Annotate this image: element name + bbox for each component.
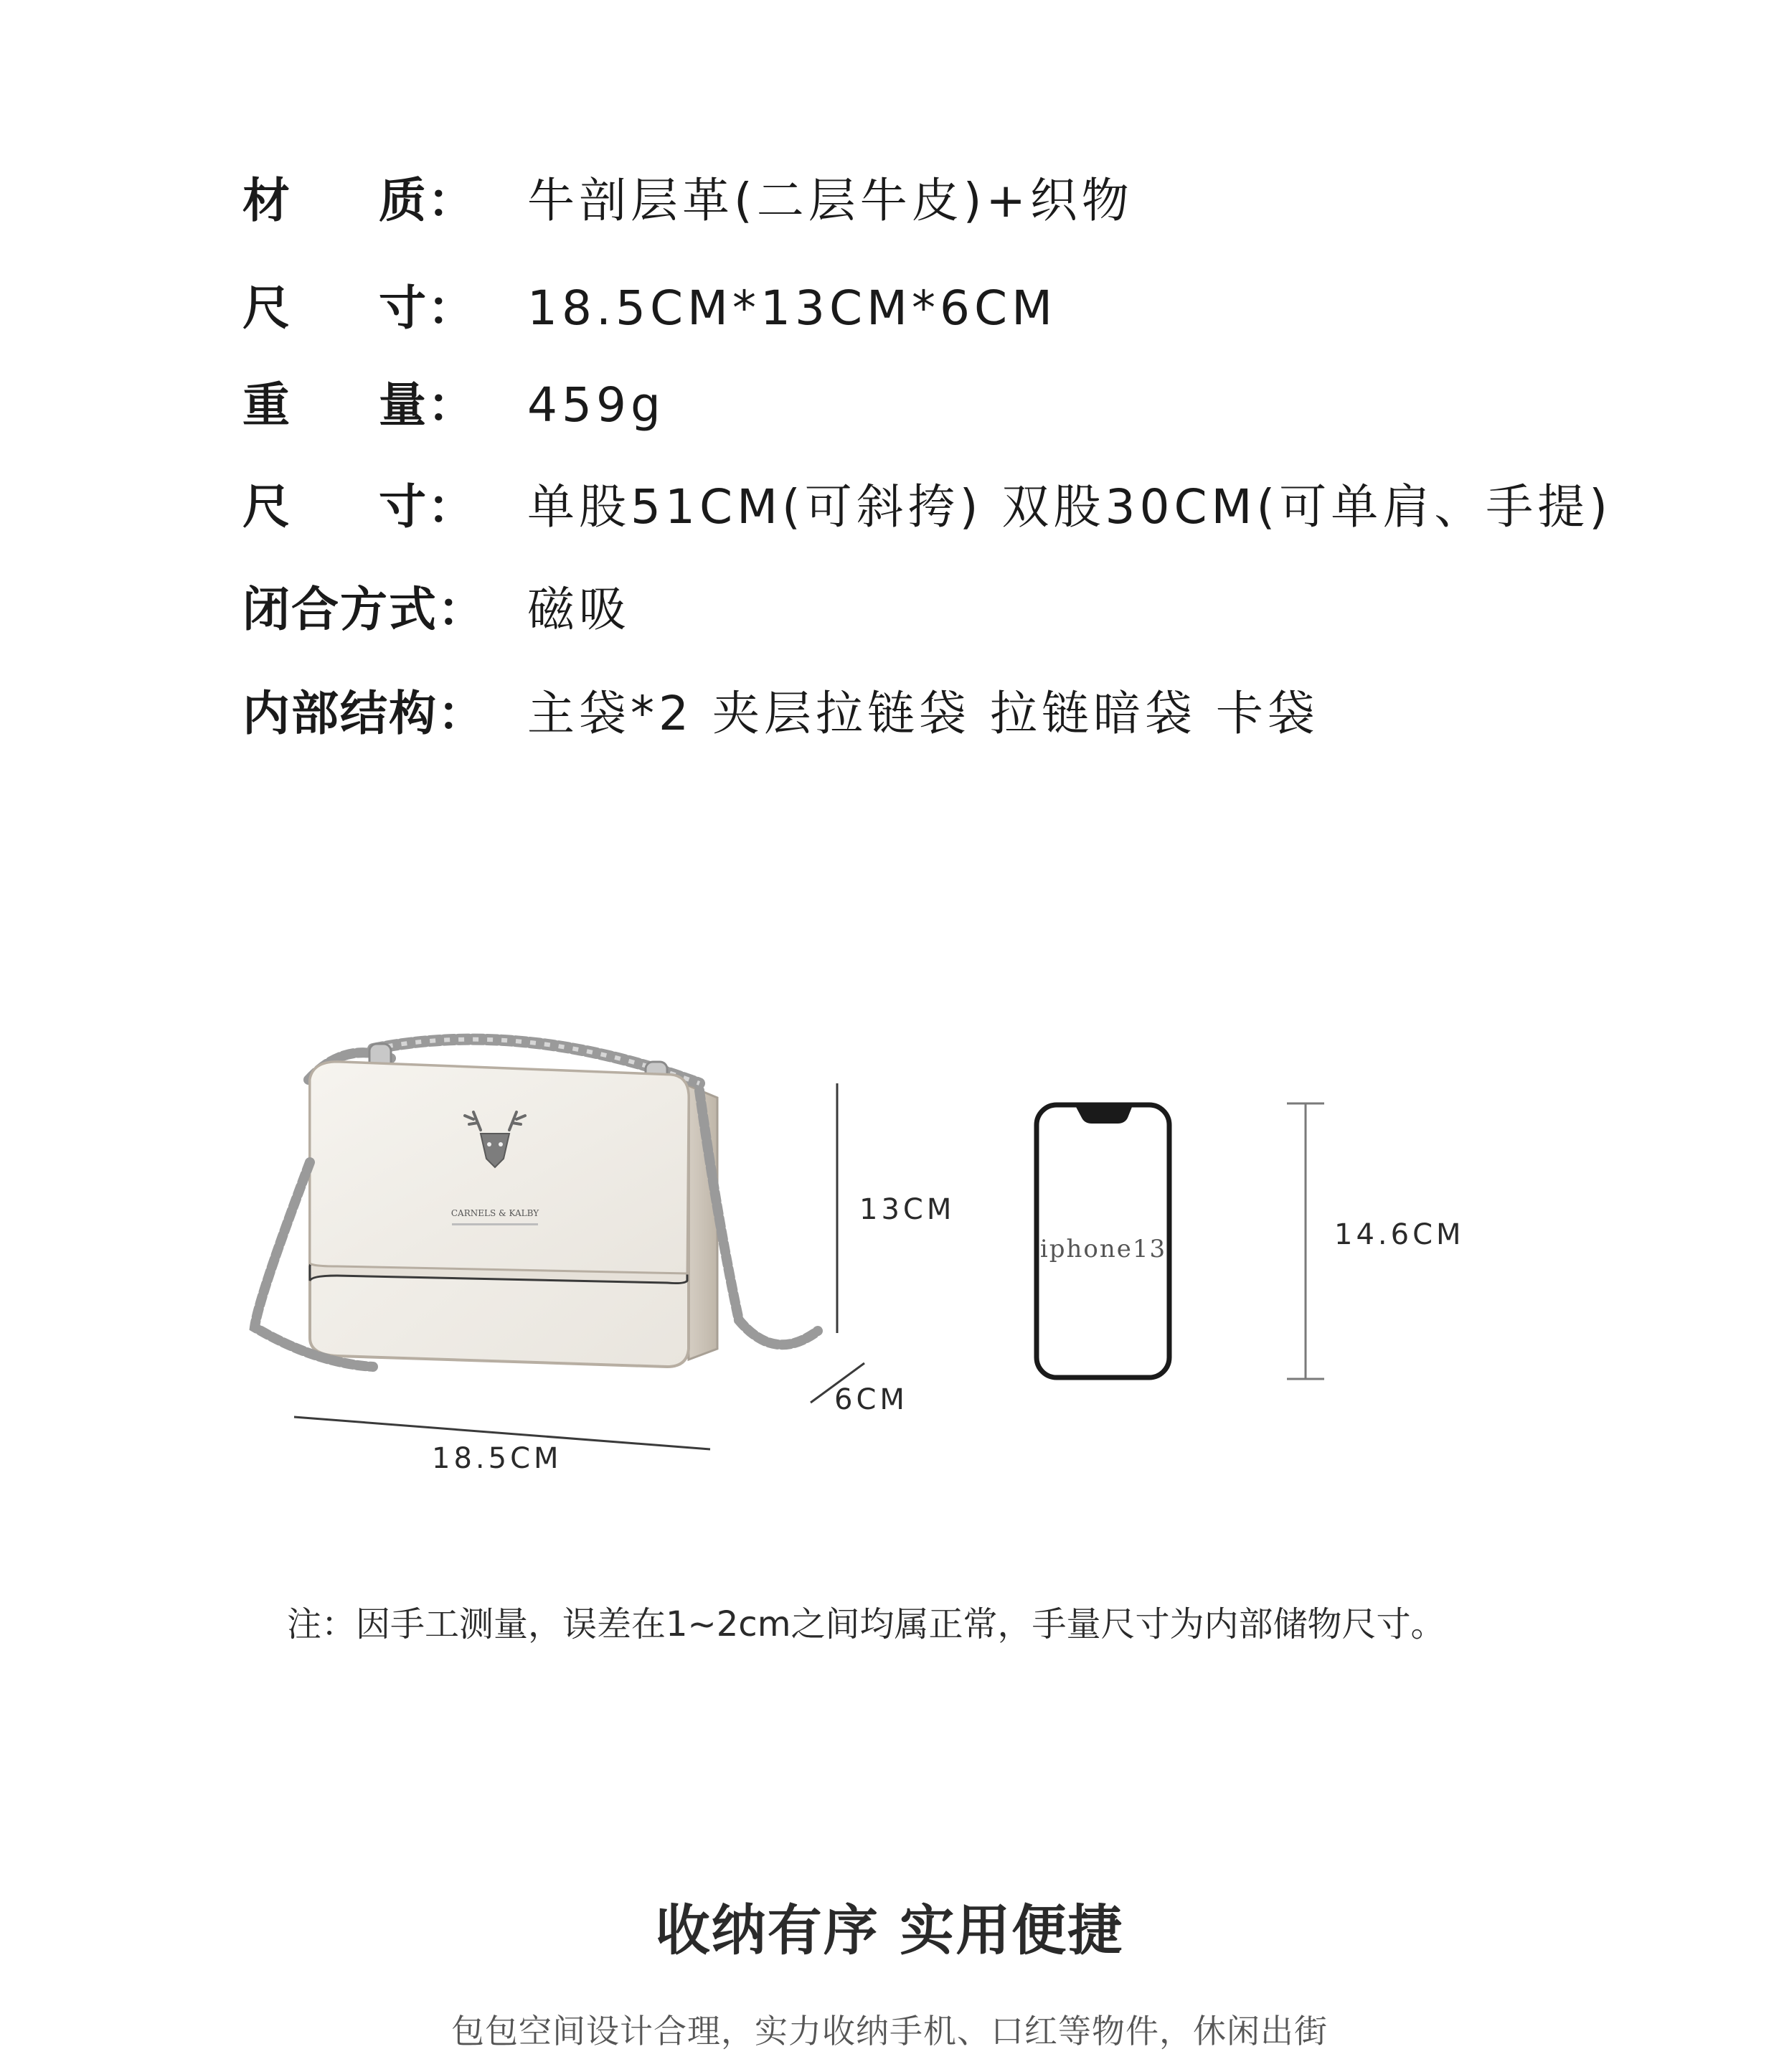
- section-headline: 收纳有序 实用便捷: [655, 1898, 1124, 1962]
- bag-height-label: 13CM: [859, 1193, 955, 1226]
- spec-value: 18.5CM*13CM*6CM: [527, 281, 1057, 336]
- spec-value: 459g: [527, 377, 665, 433]
- spec-label-char: 寸：: [379, 479, 476, 535]
- phone-model-label: iphone13: [1039, 1235, 1167, 1263]
- spec-label-char: 质：: [379, 173, 476, 228]
- spec-label: [242, 674, 515, 753]
- spec-label-char: 寸：: [379, 281, 476, 336]
- spec-label-char: 尺: [242, 281, 291, 336]
- spec-label-char: 量：: [379, 377, 476, 433]
- spec-label: [242, 468, 515, 547]
- spec-label-char: 尺: [242, 479, 291, 535]
- spec-label: [242, 269, 515, 348]
- spec-value: 单股51CM(可斜挎) 双股30CM(可单肩、手提): [527, 479, 1612, 535]
- spec-value: 主袋*2 夹层拉链袋 拉链暗袋 卡袋: [527, 686, 1319, 741]
- section-subline: 包包空间设计合理，实力收纳手机、口红等物件，休闲出街: [451, 2012, 1328, 2050]
- brand-logo-text: CARNELS & KALBY: [450, 1208, 539, 1218]
- spec-value: 牛剖层革(二层牛皮)+织物: [527, 173, 1133, 228]
- spec-label-char: 内部结构：: [242, 686, 486, 741]
- spec-label-char: 重: [242, 377, 291, 433]
- bag-illustration: [255, 1040, 818, 1367]
- spec-label: [242, 366, 515, 445]
- spec-label-char: 材: [242, 173, 291, 228]
- spec-label: [242, 161, 515, 240]
- spec-label-char: 闭合方式：: [242, 582, 486, 637]
- size-comparison-figure: [0, 990, 1779, 1535]
- spec-label: [242, 570, 515, 649]
- bag-width-label: 18.5CM: [432, 1442, 562, 1475]
- phone-dimension-line: [1287, 1103, 1324, 1379]
- size-comparison-drawing: [0, 990, 1779, 1535]
- bag-depth-label: 6CM: [834, 1383, 908, 1416]
- spec-value: 磁吸: [527, 582, 631, 637]
- measurement-note: 注：因手工测量，误差在1~2cm之间均属正常，手量尺寸为内部储物尺寸。: [287, 1604, 1445, 1644]
- phone-height-label: 14.6CM: [1334, 1218, 1465, 1251]
